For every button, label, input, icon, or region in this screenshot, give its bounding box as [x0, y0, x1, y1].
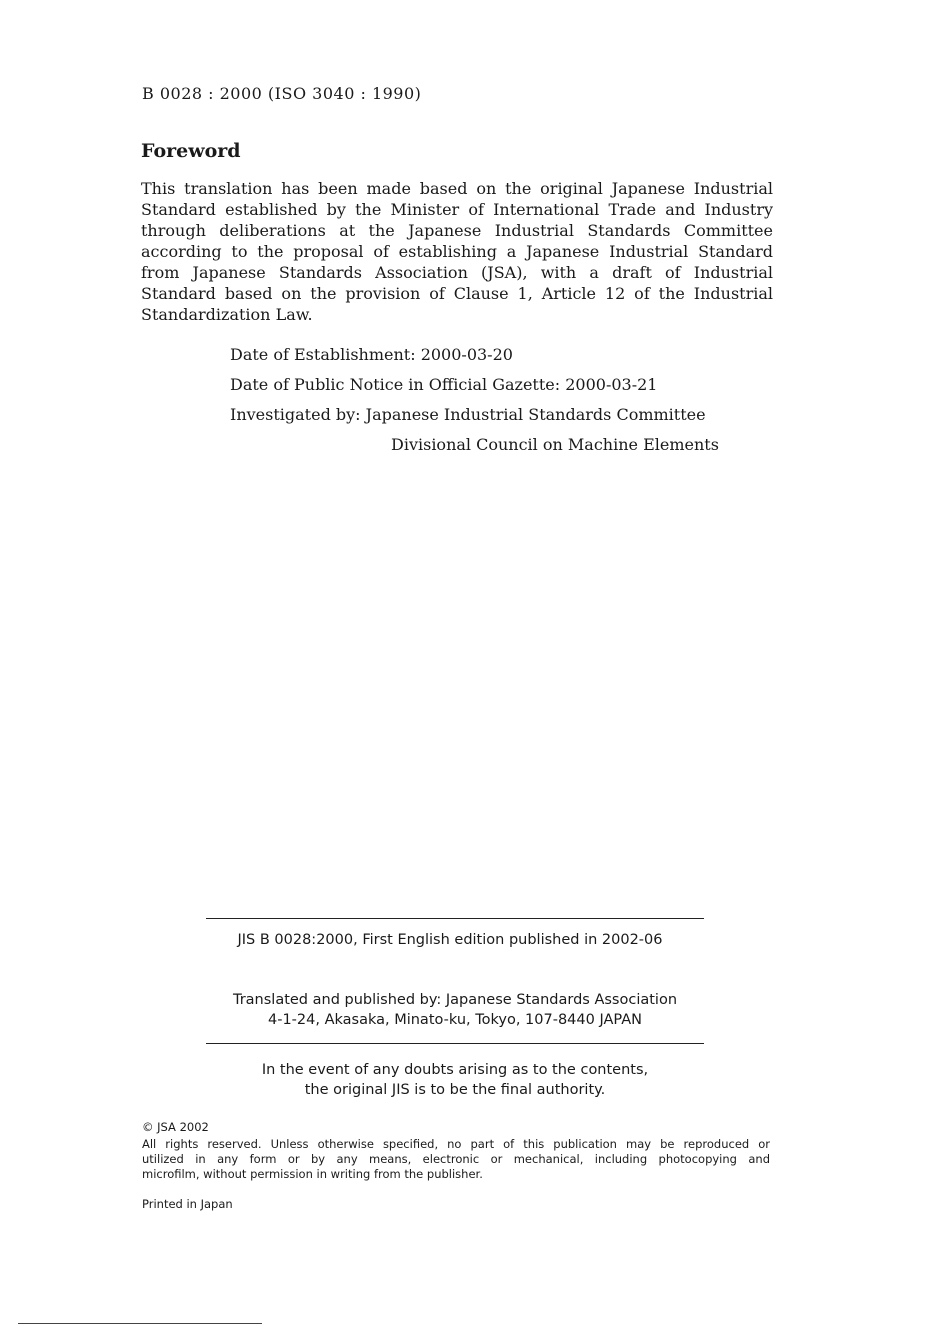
- publisher-address: 4-1-24, Akasaka, Minato-ku, Tokyo, 107-8440 JAPAN: [267, 1012, 642, 1028]
- copyright-notice: © JSA 2002: [142, 1120, 209, 1134]
- rights-line: utilized in any form or by any means, electronic or mechanical, including photocopying and: [142, 1152, 770, 1166]
- foreword-line: This translation has been made based on the original Japanese Industrial: [141, 179, 773, 198]
- establishment-date: Date of Establishment: 2000-03-20: [230, 345, 513, 364]
- rights-statement: [142, 1137, 770, 1182]
- investigated-by: Investigated by: Japanese Industrial Standards Committee: [230, 405, 706, 424]
- edition-statement: JIS B 0028:2000, First English edition published in 2002-06: [237, 932, 663, 948]
- authority-note: [140, 1060, 770, 1100]
- authority-note-line: the original JIS is to be the final authority.: [304, 1082, 606, 1098]
- public-notice-date: Date of Public Notice in Official Gazette: 2000-03-21: [230, 375, 658, 394]
- foreword-line: Standard established by the Minister of International Trade and Industry: [141, 200, 773, 219]
- publisher-block: [140, 990, 770, 1030]
- authority-note-line: In the event of any doubts arising as to the contents,: [261, 1062, 649, 1078]
- foreword-line: Standard based on the provision of Clause 1, Article 12 of the Industrial: [141, 284, 773, 303]
- page-bottom-rule: [18, 1323, 262, 1324]
- foreword-paragraph: [141, 178, 773, 325]
- foreword-line: Standardization Law.: [141, 305, 313, 324]
- rights-line: All rights reserved. Unless otherwise specified, no part of this publication may be reproduced or: [142, 1137, 770, 1151]
- colophon-top-divider: [206, 918, 704, 919]
- rights-line: microfilm, without permission in writing from the publisher.: [142, 1167, 483, 1181]
- foreword-line: through deliberations at the Japanese Industrial Standards Committee: [141, 221, 773, 240]
- printed-in: Printed in Japan: [142, 1197, 233, 1211]
- foreword-line: from Japanese Standards Association (JSA), with a draft of Industrial: [141, 263, 773, 282]
- publisher-line: Translated and published by: Japanese Standards Association: [232, 992, 678, 1008]
- investigating-council: Divisional Council on Machine Elements: [391, 435, 719, 454]
- document-designation: B 0028 : 2000 (ISO 3040 : 1990): [142, 84, 422, 103]
- foreword-heading: Foreword: [141, 140, 241, 162]
- foreword-line: according to the proposal of establishing a Japanese Industrial Standard: [141, 242, 773, 261]
- colophon-bottom-divider: [206, 1043, 704, 1044]
